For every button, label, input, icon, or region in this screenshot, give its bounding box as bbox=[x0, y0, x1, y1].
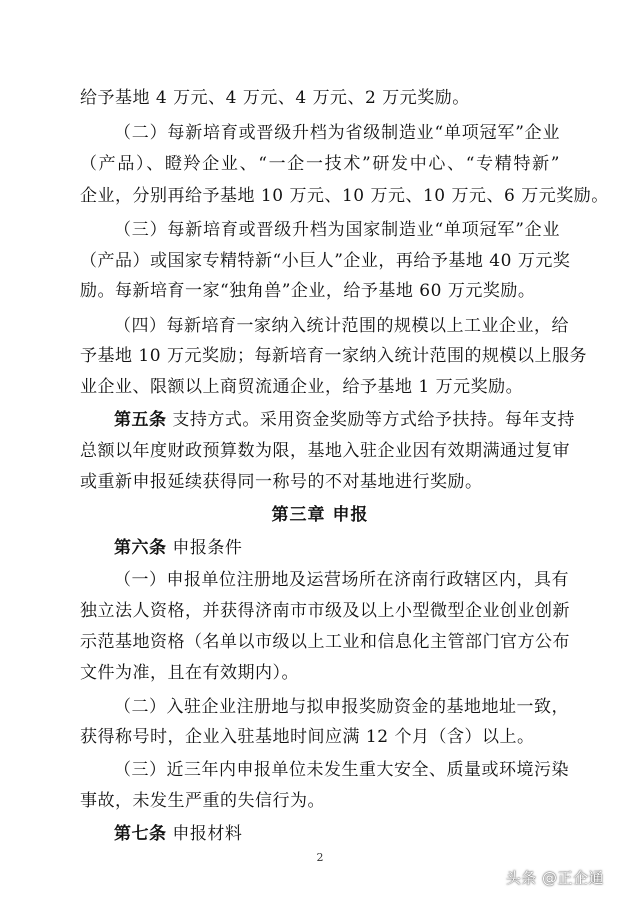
watermark: 头条 @正企通 bbox=[505, 869, 604, 887]
article-5-line bbox=[114, 405, 575, 435]
article-6-line bbox=[114, 533, 560, 563]
paragraph-line: 业企业、限额以上商贸流通企业，给予基地 1 万元奖励。 bbox=[80, 377, 524, 397]
article-6-title: 第六条 bbox=[114, 538, 167, 558]
article-5-text: 支持方式。采用资金奖励等方式给予扶持。每年支持 bbox=[172, 410, 575, 430]
paragraph-line: （四）每新培育一家纳入统计范围的规模以上工业企业，给 bbox=[114, 316, 569, 336]
paragraph-line: （二）入驻企业注册地与拟申报奖励资金的基地地址一致， bbox=[114, 697, 569, 717]
paragraph-line: 励。每新培育一家“独角兽”企业，给予基地 60 万元奖励。 bbox=[80, 281, 536, 301]
paragraph-line: 企业，分别再给予基地 10 万元、10 万元、10 万元、6 万元奖励。 bbox=[80, 186, 609, 206]
article-7-line bbox=[114, 819, 560, 849]
paragraph-line: 给予基地 4 万元、4 万元、4 万元、2 万元奖励。 bbox=[80, 88, 470, 108]
page-number: 2 bbox=[316, 851, 324, 864]
paragraph-line: 或重新申报延续获得同一称号的不对基地进行奖励。 bbox=[80, 472, 483, 492]
paragraph-line: 事故，未发生严重的失信行为。 bbox=[80, 791, 325, 811]
paragraph-line: （一）申报单位注册地及运营场所在济南行政辖区内，具有 bbox=[114, 570, 569, 590]
article-6-text: 申报条件 bbox=[172, 538, 243, 558]
paragraph-line: （三）每新培育或晋级升档为国家制造业“单项冠军”企业 bbox=[114, 220, 560, 240]
paragraph-line: （二）每新培育或晋级升档为省级制造业“单项冠军”企业 bbox=[114, 123, 560, 143]
paragraph-line: 予基地 10 万元奖励；每新培育一家纳入统计范围的规模以上服务 bbox=[80, 346, 587, 366]
paragraph-line: （三）近三年内申报单位未发生重大安全、质量或环境污染 bbox=[114, 760, 569, 780]
paragraph-line: （产品）或国家专精特新“小巨人”企业，再给予基地 40 万元奖 bbox=[80, 251, 571, 271]
article-5-title: 第五条 bbox=[114, 410, 167, 430]
chapter-heading: 第三章 申报 bbox=[271, 505, 369, 525]
article-7-title: 第七条 bbox=[114, 824, 167, 844]
article-7-text: 申报材料 bbox=[172, 824, 243, 844]
paragraph-line: （产品）、瞪羚企业、“一企一技术”研发中心、“专精特新” bbox=[80, 154, 560, 174]
paragraph-line: 总额以年度财政预算数为限，基地入驻企业因有效期满通过复审 bbox=[80, 441, 570, 461]
paragraph-line: 独立法人资格，并获得济南市市级及以上小型微型企业创业创新 bbox=[80, 601, 570, 621]
paragraph-line: 文件为准，且在有效期内）。 bbox=[80, 663, 299, 683]
paragraph-line: 示范基地资格（名单以市级以上工业和信息化主管部门官方公布 bbox=[80, 632, 570, 652]
paragraph-line: 获得称号时，企业入驻基地时间应满 12 个月（含）以上。 bbox=[80, 727, 535, 747]
